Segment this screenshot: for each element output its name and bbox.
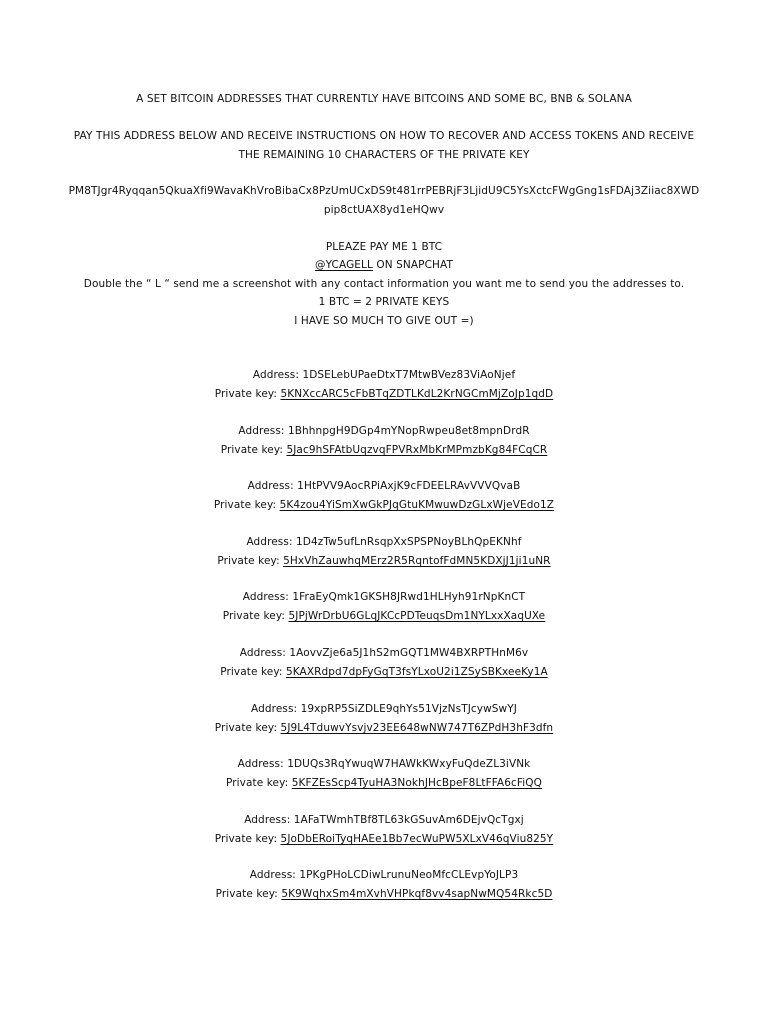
address-line: Address: 1AFaTWmhTBf8TL63kGSuvAm6DEjvQcTgxj xyxy=(244,814,524,826)
document-title: A SET BITCOIN ADDRESSES THAT CURRENTLY HAVE BITCOINS AND SOME BC, BNB & SOLANA xyxy=(136,93,632,105)
private-key-link[interactable]: 5K4zou4YiSmXwGkPJqGtuKMwuwDzGLxWjeVEdo1Z xyxy=(279,499,555,511)
instruction-line-1: PAY THIS ADDRESS BELOW AND RECEIVE INSTRUCTIONS ON HOW TO RECOVER AND ACCESS TOKENS AND RECEIVE xyxy=(73,130,695,142)
snapchat-line xyxy=(0,258,768,272)
private-key-label: Private key: xyxy=(222,610,289,622)
give-out-text: I HAVE SO MUCH TO GIVE OUT =) xyxy=(294,315,474,327)
address-line: Address: 1AovvZje6a5J1hS2mGQT1MW4BXRPTHnM6v xyxy=(239,647,529,659)
private-key-label: Private key: xyxy=(214,388,281,400)
private-key-line xyxy=(0,721,768,735)
private-key-line xyxy=(0,887,768,901)
instruction-line-2: THE REMAINING 10 CHARACTERS OF THE PRIVATE KEY xyxy=(238,149,530,161)
private-key-label: Private key: xyxy=(225,777,292,789)
private-key-link[interactable]: 5HxVhZauwhqMErz2R5RqntofFdMN5KDXjJ1ji1uNR xyxy=(283,555,551,567)
address-line: Address: 1DUQs3RqYwuqW7HAWkKWxyFuQdeZL3iVNk xyxy=(237,758,531,770)
rate-text: 1 BTC = 2 PRIVATE KEYS xyxy=(318,296,450,308)
address-line: Address: 1HtPVV9AocRPiAxjK9cFDEELRAvVVVQvaB xyxy=(247,480,521,492)
private-key-line xyxy=(0,498,768,512)
private-key-label: Private key: xyxy=(214,722,281,734)
private-key-line xyxy=(0,609,768,623)
private-key-label: Private key: xyxy=(220,666,286,678)
payment-address-line-1: PM8TJgr4Ryqqan5QkuaXfi9WavaKhVroBibaCx8PzUmUCxDS9t481rrPEBRjF3LjidU9C5YsXctcFWgGng1sFDAj3Ziiac8XWD xyxy=(68,185,700,197)
private-key-line xyxy=(0,665,768,679)
snapchat-handle-link[interactable]: @YCAGELL xyxy=(315,259,373,271)
private-key-link[interactable]: 5J9L4TduwvYsvjv23EE648wNW747T6ZPdH3hF3dfn xyxy=(280,722,554,734)
please-pay-text: PLEAZE PAY ME 1 BTC xyxy=(325,241,443,253)
private-key-line xyxy=(0,554,768,568)
private-key-line xyxy=(0,443,768,457)
address-line: Address: 1BhhnpgH9DGp4mYNopRwpeu8et8mpnDrdR xyxy=(238,425,530,437)
address-line: Address: 1PKgPHoLCDiwLrunuNeoMfcCLEvpYoJLP3 xyxy=(249,869,519,881)
private-key-label: Private key: xyxy=(214,833,281,845)
address-line: Address: 1D4zTw5ufLnRsqpXxSPSPNoyBLhQpEKNhf xyxy=(246,536,522,548)
private-key-label: Private key: xyxy=(215,888,282,900)
private-key-link[interactable]: 5KFZEsScp4TyuHA3NokhJHcBpeF8LtFFA6cFiQQ xyxy=(291,777,542,789)
private-key-link[interactable]: 5JPjWrDrbU6GLqJKCcPDTeuqsDm1NYLxxXaqUXe xyxy=(288,610,546,622)
private-key-line xyxy=(0,832,768,846)
private-key-link[interactable]: 5Jac9hSFAtbUqzvqFPVRxMbKrMPmzbKg84FCqCR xyxy=(286,444,548,456)
private-key-link[interactable]: 5KNXccARC5cFbBTqZDTLKdL2KrNGCmMjZoJp1qdD xyxy=(280,388,554,400)
payment-address-line-2: pip8ctUAX8yd1eHQwv xyxy=(323,204,445,216)
private-key-line xyxy=(0,776,768,790)
private-key-link[interactable]: 5KAXRdpd7dpFyGqT3fsYLxoU2i1ZSySBKxeeKy1A xyxy=(285,666,548,678)
private-key-link[interactable]: 5K9WqhxSm4mXvhVHPkqf8vv4sapNwMQ54Rkc5D xyxy=(281,888,553,900)
snapchat-platform-text: ON SNAPCHAT xyxy=(372,259,453,271)
private-key-link[interactable]: 5JoDbERoiTyqHAEe1Bb7ecWuPW5XLxV46qViu825Y xyxy=(280,833,554,845)
address-line: Address: 19xpRP5SiZDLE9qhYs51VjzNsTJcywSwYJ xyxy=(251,703,517,715)
double-l-note: Double the “ L “ send me a screenshot with any contact information you want me to send you the addresses to. xyxy=(83,278,685,290)
private-key-line xyxy=(0,387,768,401)
address-line: Address: 1DSELebUPaeDtxT7MtwBVez83ViAoNjef xyxy=(252,369,516,381)
private-key-label: Private key: xyxy=(217,555,284,567)
private-key-label: Private key: xyxy=(213,499,280,511)
private-key-label: Private key: xyxy=(220,444,287,456)
address-line: Address: 1FraEyQmk1GKSH8JRwd1HLHyh91rNpKnCT xyxy=(242,591,526,603)
